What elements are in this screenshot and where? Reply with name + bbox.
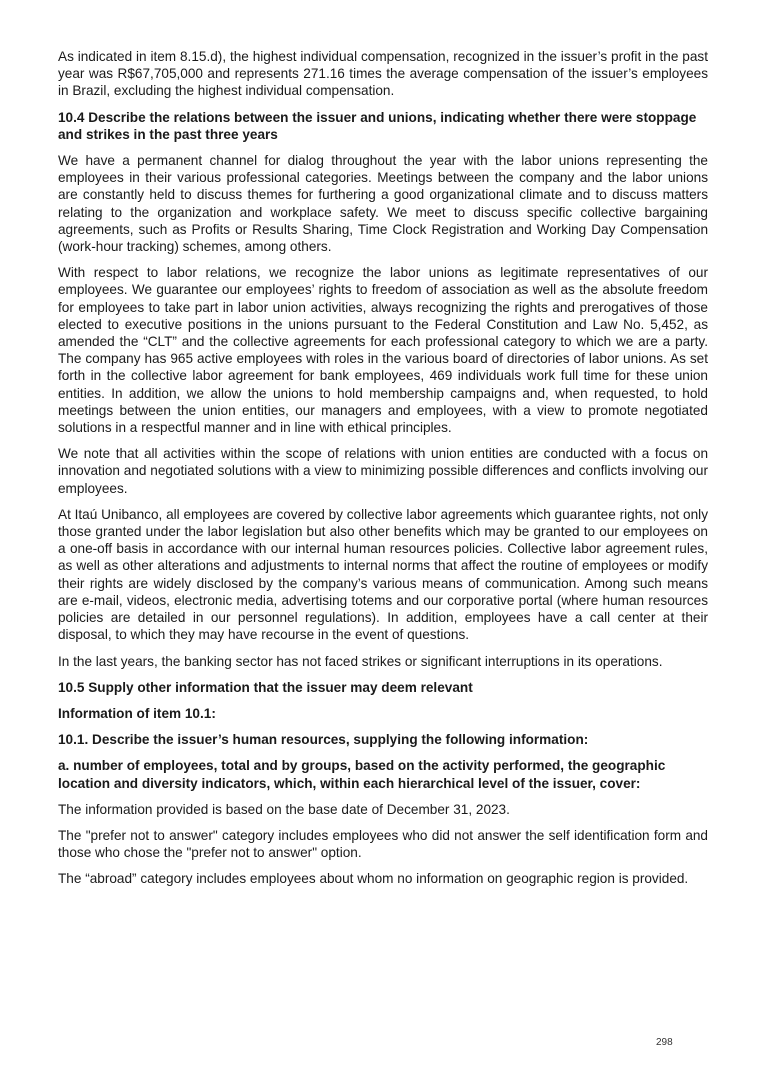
document-page	[58, 48, 708, 897]
section-heading-10-4: 10.4 Describe the relations between the issuer and unions, indicating whether there were stoppage and strikes in the past three years	[58, 109, 697, 142]
paragraph-base-date: The information provided is based on the base date of December 31, 2023.	[58, 801, 510, 817]
paragraph-abroad-category: The “abroad” category includes employees about whom no information on geographic region is provided.	[58, 871, 689, 887]
subheading-information-10-1: Information of item 10.1:	[58, 705, 216, 721]
paragraph-union-dialog: We have a permanent channel for dialog throughout the year with the labor unions representing the employees in their various professional categories. Meetings between the company and the labor unions are constantly held to discuss themes for furthering a good organizational climate and to discuss matters relating to the organization and workplace safety. We meet to discuss specific collective bargaining agreements, such as Profits or Results Sharing, Time Clock Registration and Working Day Compensation (work-hour tracking) schemes, among others.	[58, 153, 708, 255]
paragraph-highest-compensation: As indicated in item 8.15.d), the highest individual compensation, recognized in the issuer’s profit in the past year was R$67,705,000 and represents 271.16 times the average compensation of the issuer’s employees in Brazil, excluding the highest individual compensation.	[58, 49, 708, 99]
paragraph-union-activities: We note that all activities within the scope of relations with union entities are conducted with a focus on innovation and negotiated solutions with a view to minimizing possible differences and conflicts involving our employees.	[58, 446, 708, 496]
subheading-human-resources: 10.1. Describe the issuer’s human resources, supplying the following information:	[58, 732, 589, 748]
section-heading-10-5: 10.5 Supply other information that the issuer may deem relevant	[58, 679, 473, 695]
paragraph-collective-agreements: At Itaú Unibanco, all employees are covered by collective labor agreements which guarantee rights, not only those granted under the labor legislation but also other benefits which may be granted to our employees on a one-off basis in accordance with our internal human resources policies. Collective labor agreement rules, as well as other alterations and adjustments to internal norms that affect the routine of employees or modify their rights are widely disclosed by the company’s various means of communication. Among such means are e-mail, videos, electronic media, advertising totems and our corporative portal (where human resources policies are detailed in our personnel regulations). In addition, employees have a call center at their disposal, to which they may have recourse in the event of questions.	[58, 506, 708, 643]
paragraph-no-strikes: In the last years, the banking sector has not faced strikes or significant interruptions in its operations.	[58, 653, 663, 669]
paragraph-prefer-not-to-answer: The "prefer not to answer" category includes employees who did not answer the self identification form and those who chose the "prefer not to answer" option.	[58, 827, 708, 861]
subheading-number-of-employees: a. number of employees, total and by groups, based on the activity performed, the geographic location and diversity indicators, which, within each hierarchical level of the issuer, cover:	[58, 758, 666, 791]
page-number: 298	[656, 1037, 673, 1048]
paragraph-labor-relations: With respect to labor relations, we recognize the labor unions as legitimate representatives of our employees. We guarantee our employees’ rights to freedom of association as well as the absolute freedom for employees to take part in labor union activities, always recognizing the rights and prerogatives of those elected to executive positions in the unions pursuant to the Federal Constitution and Law No. 5,452, as amended the “CLT” and the collective agreements for each professional category to which we are a party. The company has 965 active employees with roles in the various board of directories of labor unions. As set forth in the collective labor agreement for bank employees, 469 individuals work full time for these union entities. In addition, we allow the unions to hold membership campaigns and, when requested, to hold meetings between the union entities, our managers and employees, with a view to promote negotiated solutions in a respectful manner and in line with ethical principles.	[58, 265, 708, 436]
